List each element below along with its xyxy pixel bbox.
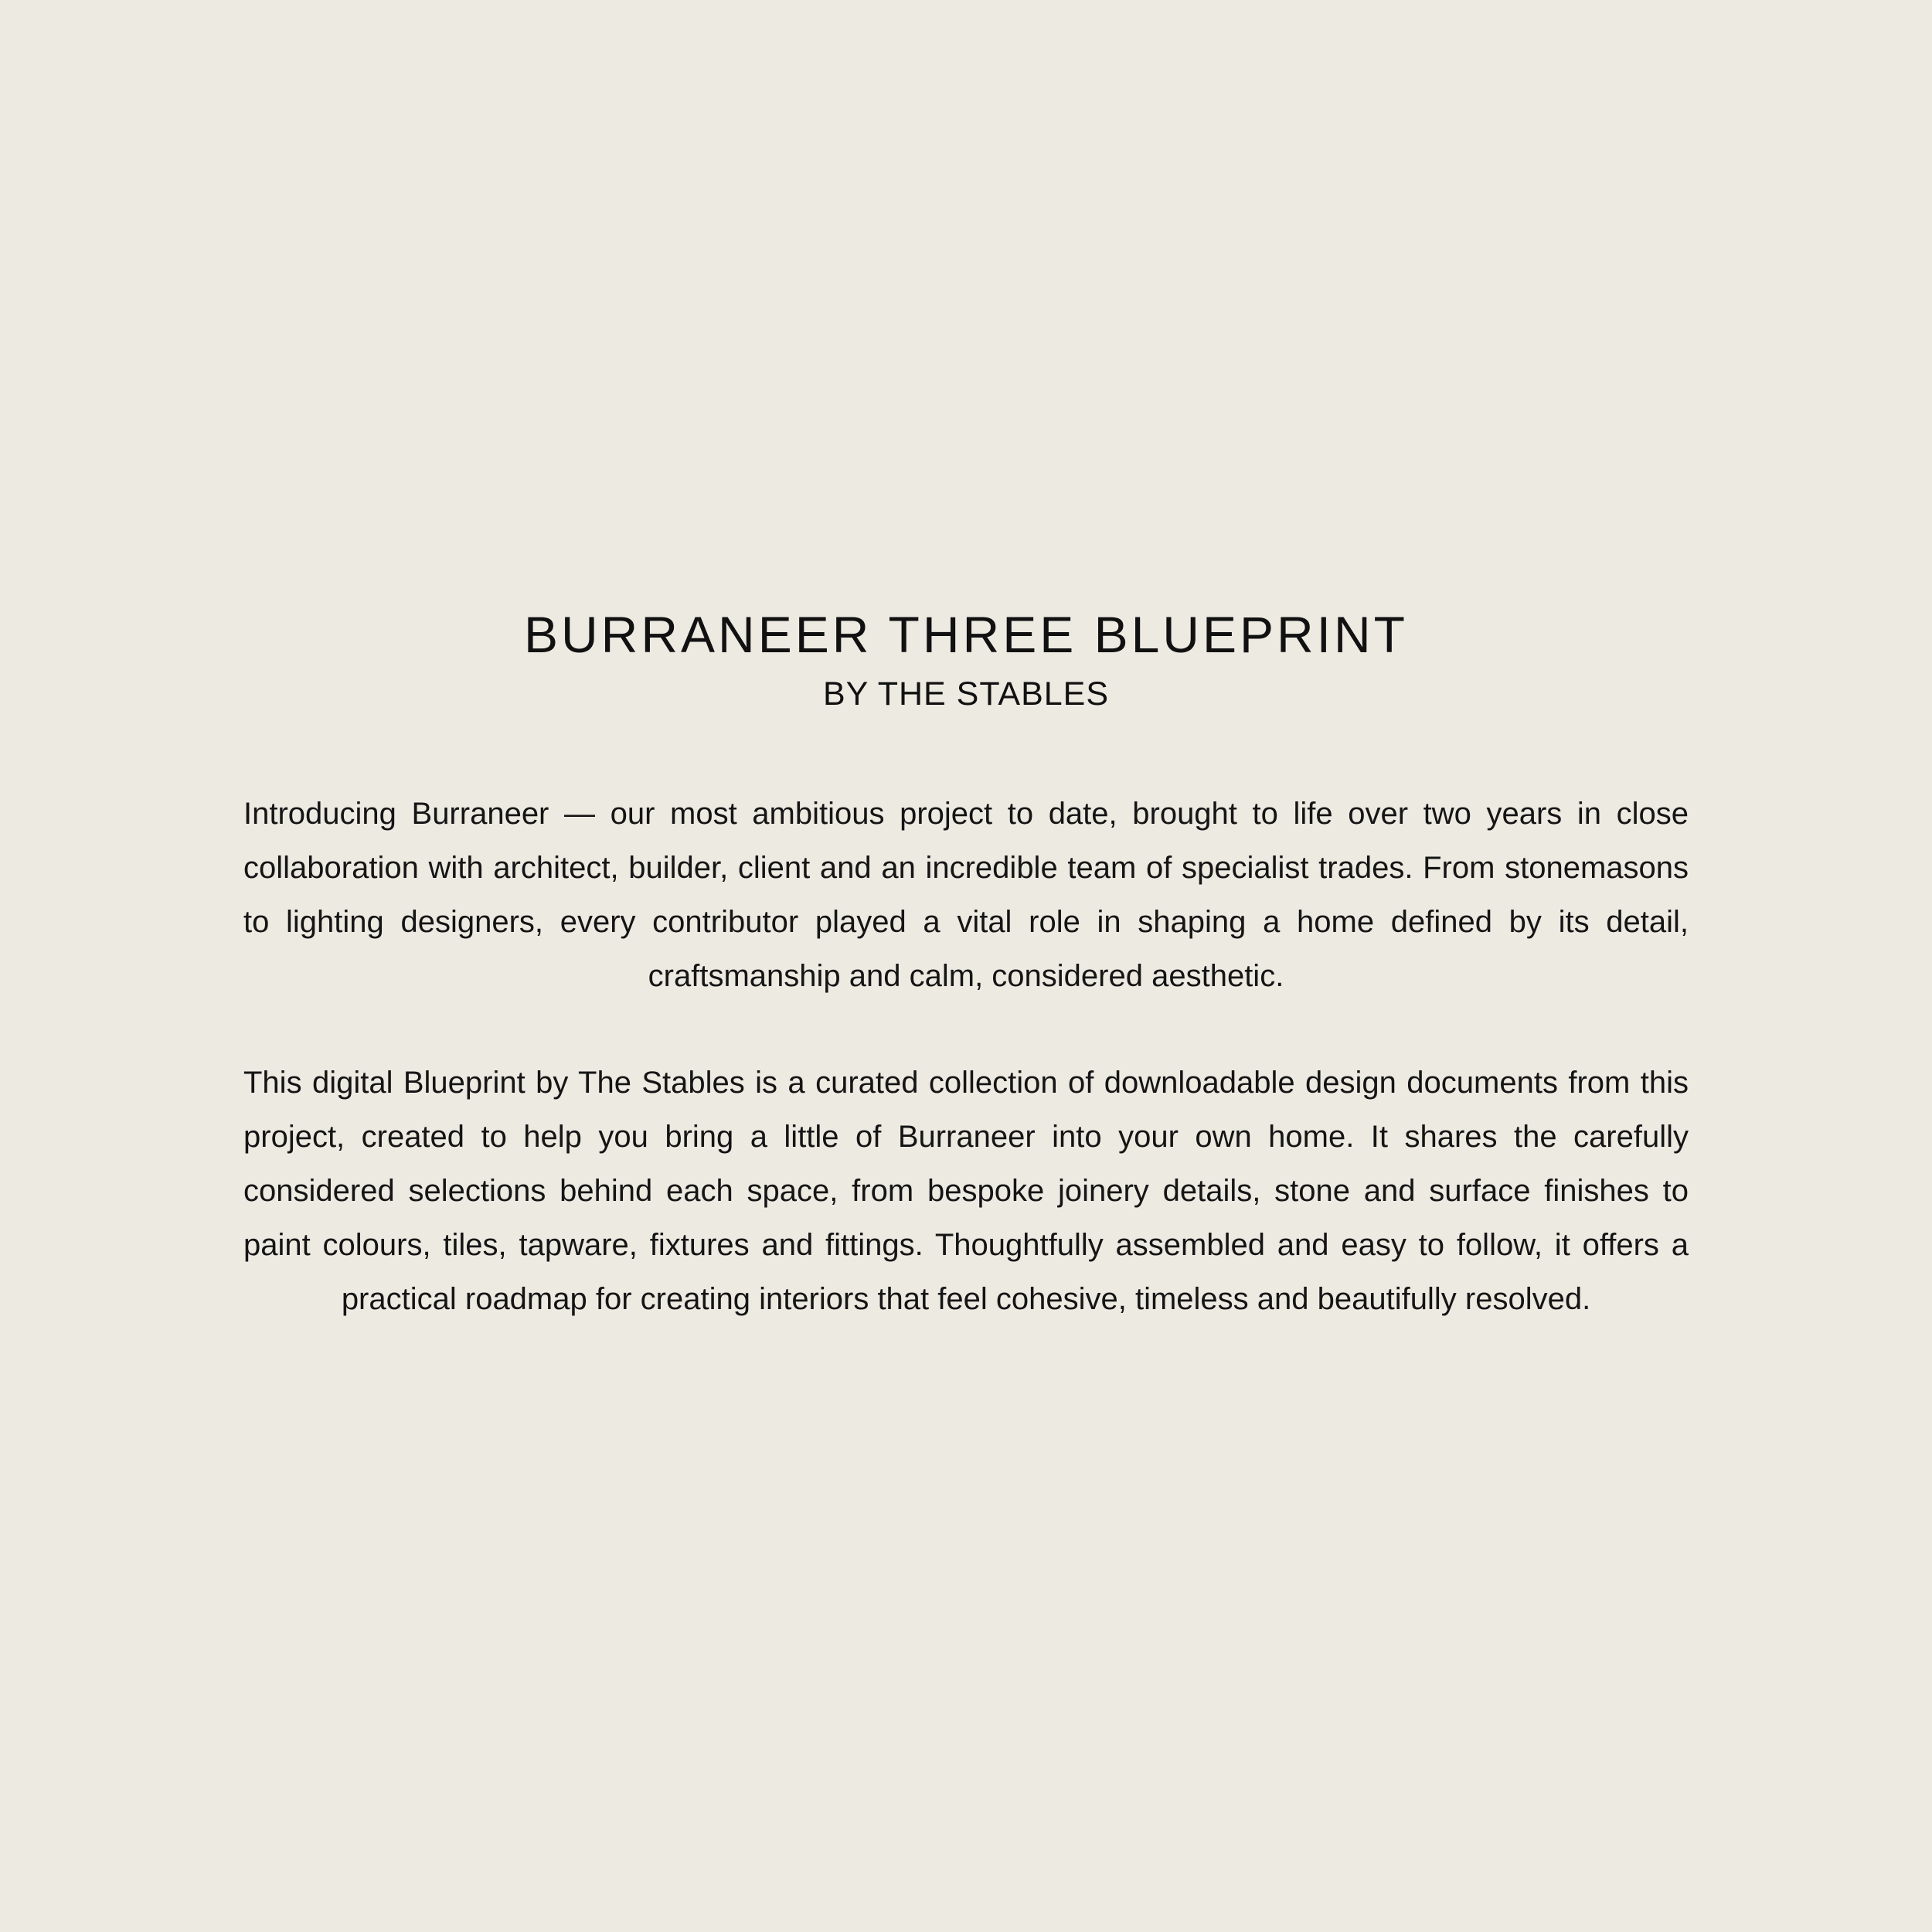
blueprint-intro [243, 601, 1689, 1326]
page-title: BURRANEER THREE BLUEPRINT [524, 606, 1408, 663]
intro-paragraph: Introducing Burraneer — our most ambitious project to date, brought to life over two years in close collaboration with architect, builder, client and an incredible team of specialist trades. From stonemasons to lighting designers, every contributor played a vital role in shaping a home defined by its detail, craftsmanship and calm, considered aesthetic. [243, 797, 1689, 993]
description-paragraph: This digital Blueprint by The Stables is a curated collection of downloadable design documents from this project, created to help you bring a little of Burraneer into your own home. It shares the carefully considered selections behind each space, from bespoke joinery details, stone and surface finishes to paint colours, tiles, tapware, fixtures and fittings. Thoughtfully assembled and easy to follow, it offers a practical roadmap for creating interiors that feel cohesive, timeless and beautifully resolved. [243, 1066, 1689, 1316]
page-subtitle: BY THE STABLES [822, 675, 1110, 713]
